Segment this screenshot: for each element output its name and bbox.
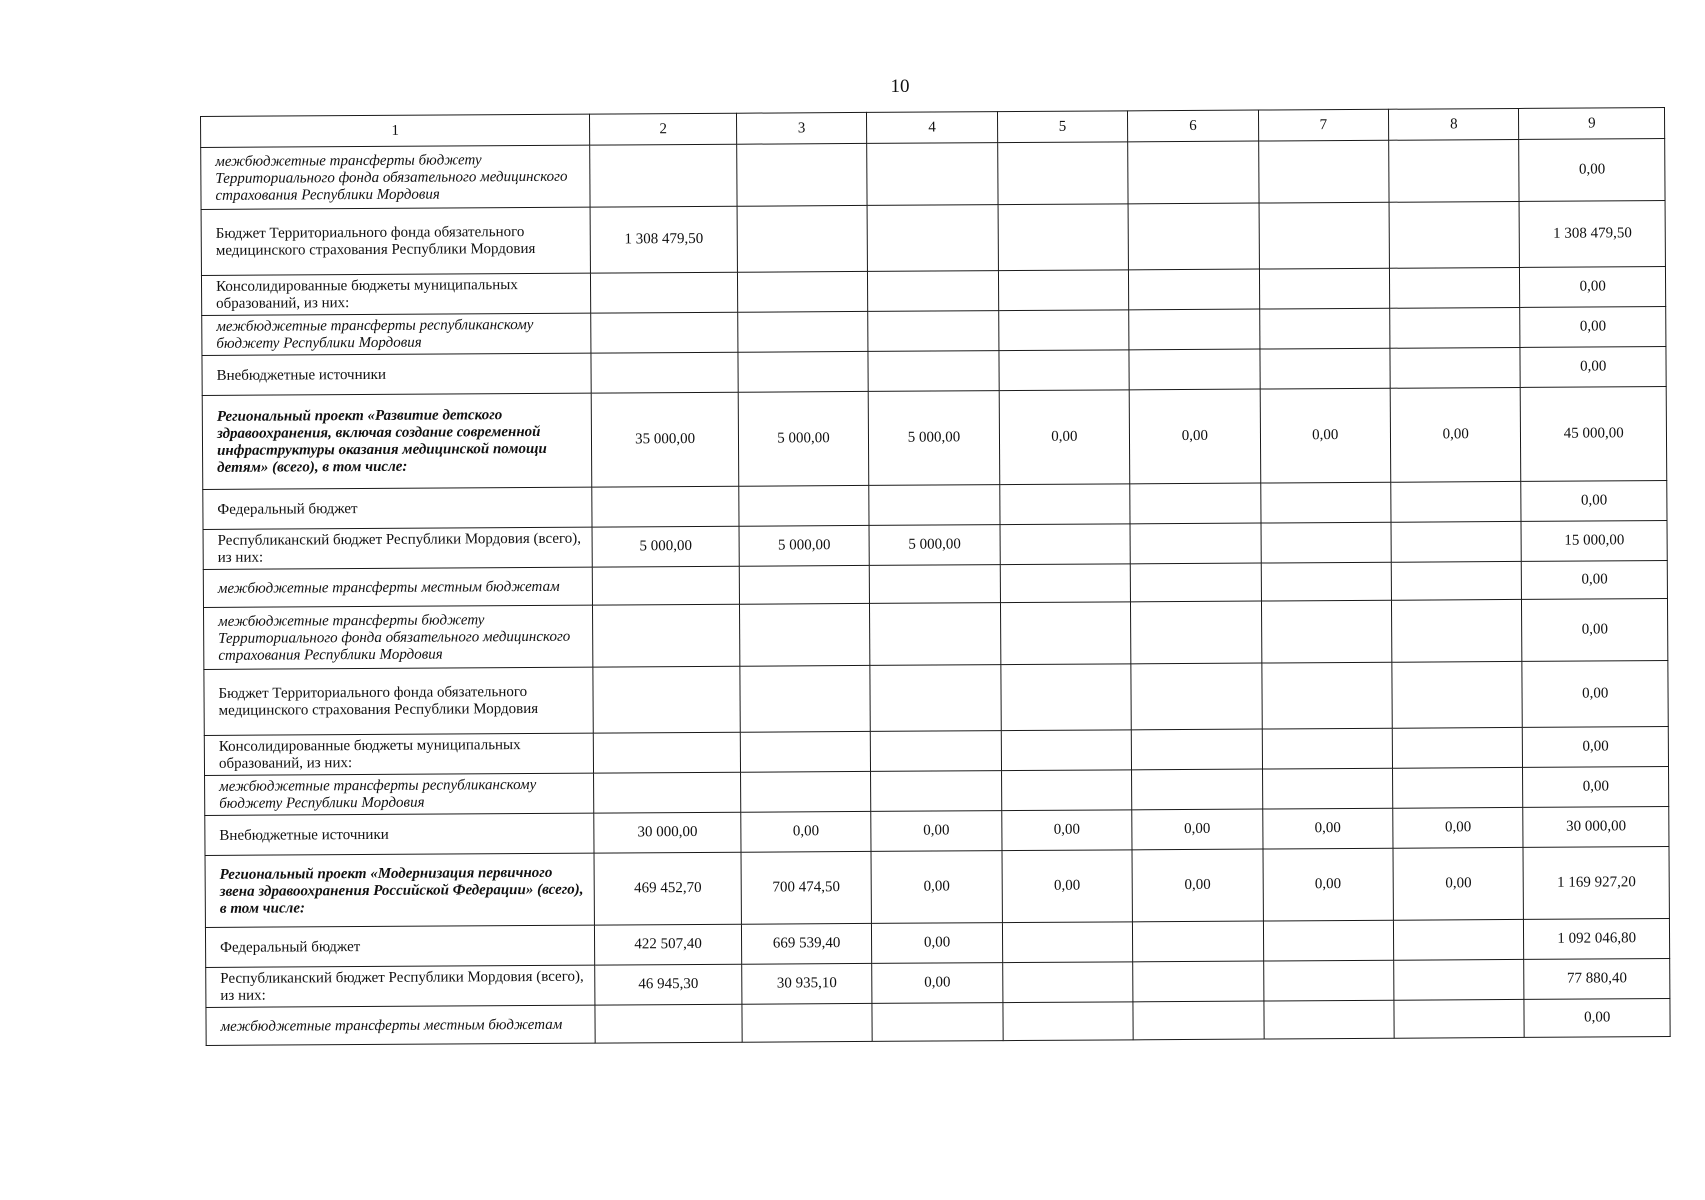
column-header: 8	[1388, 108, 1519, 140]
value-cell-col-7	[1262, 728, 1393, 769]
row-label: межбюджетные трансферты бюджету Территориального фонда обязательного медицинского страхования Республики Мордовия	[201, 145, 591, 209]
value-cell-col-5	[1000, 564, 1131, 603]
value-cell-col-7	[1261, 600, 1392, 663]
value-cell-col-4	[867, 143, 998, 206]
row-label: Внебюджетные источники	[205, 813, 595, 855]
value-cell-col-7: 0,00	[1262, 808, 1393, 849]
value-cell-col-6	[1130, 483, 1261, 524]
value-cell-col-3: 5 000,00	[739, 525, 870, 566]
value-cell-col-7	[1258, 140, 1389, 203]
value-cell-col-5	[999, 350, 1130, 391]
value-cell-col-2	[590, 144, 737, 207]
value-cell-col-7	[1262, 768, 1393, 809]
column-header: 3	[736, 112, 867, 144]
value-cell-col-9: 45 000,00	[1521, 387, 1667, 482]
value-cell-col-9: 0,00	[1522, 561, 1668, 600]
value-cell-col-4	[869, 485, 1000, 526]
table-row	[201, 201, 1665, 276]
column-header: 5	[997, 111, 1128, 143]
value-cell-col-5	[998, 270, 1129, 311]
value-cell-col-6: 0,00	[1132, 809, 1263, 850]
value-cell-col-6	[1130, 523, 1261, 564]
row-label: межбюджетные трансферты бюджету Территориального фонда обязательного медицинского страхования Республики Мордовия	[204, 605, 594, 669]
row-label: Консолидированные бюджеты муниципальных образований, из них:	[201, 273, 591, 315]
value-cell-col-3	[742, 1003, 873, 1042]
table-row	[204, 599, 1668, 670]
row-label: Консолидированные бюджеты муниципальных образований, из них:	[204, 733, 594, 775]
value-cell-col-2	[593, 566, 740, 605]
value-cell-col-3: 669 539,40	[741, 923, 872, 964]
value-cell-col-5	[1001, 664, 1132, 731]
column-header: 1	[201, 114, 591, 147]
value-cell-col-2	[591, 312, 738, 353]
value-cell-col-3	[740, 665, 871, 732]
value-cell-col-3	[739, 603, 870, 666]
value-cell-col-4: 0,00	[872, 923, 1003, 964]
table-row	[205, 847, 1669, 928]
value-cell-col-4	[870, 565, 1001, 604]
value-cell-col-4: 5 000,00	[869, 525, 1000, 566]
value-cell-col-5	[1003, 1002, 1134, 1041]
value-cell-col-4	[871, 731, 1002, 772]
value-cell-col-8	[1393, 767, 1524, 808]
value-cell-col-8	[1389, 139, 1520, 202]
value-cell-col-7	[1259, 308, 1390, 349]
value-cell-col-2	[592, 486, 739, 527]
value-cell-col-2	[591, 352, 738, 393]
value-cell-col-5	[998, 310, 1129, 351]
value-cell-col-3	[738, 311, 869, 352]
value-cell-col-7	[1261, 662, 1392, 729]
value-cell-col-5	[1000, 602, 1131, 665]
value-cell-col-7	[1264, 1000, 1395, 1039]
value-cell-col-9: 77 880,40	[1524, 959, 1670, 1000]
budget-table	[200, 107, 1671, 1046]
value-cell-col-3: 0,00	[741, 811, 872, 852]
value-cell-col-7	[1261, 522, 1392, 563]
value-cell-col-4	[868, 351, 999, 392]
value-cell-col-5	[998, 204, 1129, 271]
value-cell-col-6	[1131, 601, 1262, 664]
row-label: Региональный проект «Развитие детского здравоохранения, включая создание современной инфраструктуры оказания медицинской помощи детям» (всего), в том числе:	[202, 393, 592, 489]
value-cell-col-5: 0,00	[1002, 850, 1133, 923]
value-cell-col-6	[1133, 921, 1264, 962]
value-cell-col-8	[1391, 521, 1522, 562]
value-cell-col-9: 30 000,00	[1523, 807, 1669, 848]
value-cell-col-2: 422 507,40	[595, 924, 742, 965]
value-cell-col-6: 0,00	[1132, 849, 1263, 922]
value-cell-col-6	[1130, 563, 1261, 602]
value-cell-col-9: 0,00	[1523, 767, 1669, 808]
value-cell-col-4: 5 000,00	[868, 391, 999, 486]
value-cell-col-6	[1132, 769, 1263, 810]
value-cell-col-8	[1391, 599, 1522, 662]
value-cell-col-3	[739, 565, 870, 604]
value-cell-col-8	[1393, 919, 1524, 960]
value-cell-col-4: 0,00	[871, 851, 1002, 924]
value-cell-col-2	[593, 666, 740, 733]
value-cell-col-2	[591, 272, 738, 313]
value-cell-col-5	[1002, 922, 1133, 963]
column-header: 2	[590, 113, 737, 145]
value-cell-col-3: 700 474,50	[741, 851, 872, 924]
row-label: Федеральный бюджет	[205, 925, 595, 967]
value-cell-col-3	[740, 771, 871, 812]
value-cell-col-9: 0,00	[1520, 347, 1666, 388]
value-cell-col-3	[737, 143, 868, 206]
value-cell-col-2: 1 308 479,50	[590, 206, 737, 273]
value-cell-col-6	[1129, 269, 1260, 310]
value-cell-col-2	[594, 772, 741, 813]
value-cell-col-6	[1128, 203, 1259, 270]
value-cell-col-9: 1 308 479,50	[1519, 201, 1665, 268]
value-cell-col-7	[1260, 482, 1391, 523]
row-label: межбюджетные трансферты местным бюджетам	[206, 1005, 596, 1045]
value-cell-col-5: 0,00	[1001, 810, 1132, 851]
value-cell-col-9: 0,00	[1520, 267, 1666, 308]
value-cell-col-2: 30 000,00	[594, 812, 741, 853]
column-header: 6	[1128, 110, 1259, 142]
value-cell-col-7	[1263, 960, 1394, 1001]
row-label: Республиканский бюджет Республики Мордовия (всего), из них:	[206, 965, 596, 1007]
value-cell-col-6	[1131, 729, 1262, 770]
value-cell-col-6	[1133, 961, 1264, 1002]
value-cell-col-8: 0,00	[1393, 847, 1524, 920]
value-cell-col-8	[1394, 959, 1525, 1000]
value-cell-col-9: 0,00	[1524, 999, 1670, 1038]
value-cell-col-8: 0,00	[1393, 807, 1524, 848]
value-cell-col-6: 0,00	[1129, 389, 1260, 484]
value-cell-col-9: 1 092 046,80	[1524, 919, 1670, 960]
column-header: 4	[867, 112, 998, 144]
value-cell-col-9: 0,00	[1519, 139, 1665, 202]
value-cell-col-5	[1001, 770, 1132, 811]
row-label: Региональный проект «Модернизация первичного звена здравоохранения Российской Федерации» (всего), в том числе:	[205, 853, 595, 927]
value-cell-col-8	[1392, 661, 1523, 728]
value-cell-col-6	[1129, 309, 1260, 350]
value-cell-col-8	[1394, 999, 1525, 1038]
value-cell-col-8: 0,00	[1390, 387, 1521, 482]
value-cell-col-2	[595, 1004, 742, 1043]
value-cell-col-3: 5 000,00	[738, 391, 869, 486]
value-cell-col-3	[737, 271, 868, 312]
table-row	[202, 387, 1667, 490]
value-cell-col-5	[1002, 962, 1133, 1003]
page-number: 10	[890, 76, 910, 97]
value-cell-col-4: 0,00	[872, 963, 1003, 1004]
value-cell-col-3	[738, 351, 869, 392]
value-cell-col-4	[871, 771, 1002, 812]
value-cell-col-5	[1001, 730, 1132, 771]
value-cell-col-9: 0,00	[1522, 599, 1668, 662]
value-cell-col-2	[593, 604, 740, 667]
value-cell-col-2	[594, 732, 741, 773]
value-cell-col-4: 0,00	[871, 811, 1002, 852]
value-cell-col-7	[1259, 202, 1390, 269]
value-cell-col-7	[1259, 268, 1390, 309]
value-cell-col-5	[999, 484, 1130, 525]
value-cell-col-9: 0,00	[1523, 727, 1669, 768]
row-label: Бюджет Территориального фонда обязательного медицинского страхования Республики Мордовия	[204, 667, 594, 735]
row-label: Республиканский бюджет Республики Мордовия (всего), из них:	[203, 527, 593, 569]
value-cell-col-3	[739, 485, 870, 526]
value-cell-col-6	[1131, 663, 1262, 730]
row-label: Бюджет Территориального фонда обязательного медицинского страхования Республики Мордовия	[201, 207, 591, 275]
table-row	[201, 139, 1665, 210]
column-header: 9	[1519, 108, 1665, 140]
value-cell-col-4	[870, 603, 1001, 666]
value-cell-col-7	[1260, 348, 1391, 389]
table-row	[206, 999, 1670, 1046]
value-cell-col-4	[872, 1003, 1003, 1042]
row-label: межбюджетные трансферты местным бюджетам	[203, 567, 593, 607]
value-cell-col-9: 0,00	[1521, 481, 1667, 522]
value-cell-col-4	[870, 665, 1001, 732]
value-cell-col-8	[1390, 307, 1521, 348]
value-cell-col-2: 469 452,70	[594, 852, 741, 925]
value-cell-col-9: 0,00	[1522, 661, 1668, 728]
column-header: 7	[1258, 109, 1389, 141]
table-row	[204, 661, 1668, 736]
value-cell-col-3: 30 935,10	[742, 963, 873, 1004]
row-label: межбюджетные трансферты республиканскому бюджету Республики Мордовия	[205, 773, 595, 815]
value-cell-col-9: 1 169 927,20	[1523, 847, 1669, 920]
value-cell-col-6	[1128, 141, 1259, 204]
value-cell-col-7	[1263, 920, 1394, 961]
value-cell-col-9: 0,00	[1520, 307, 1666, 348]
value-cell-col-4	[868, 271, 999, 312]
value-cell-col-8	[1391, 481, 1522, 522]
value-cell-col-4	[867, 205, 998, 272]
value-cell-col-2: 5 000,00	[592, 526, 739, 567]
value-cell-col-7: 0,00	[1260, 388, 1391, 483]
table-body	[201, 139, 1670, 1046]
value-cell-col-7	[1261, 562, 1392, 601]
row-label: Внебюджетные источники	[202, 353, 592, 395]
value-cell-col-7: 0,00	[1263, 848, 1394, 921]
value-cell-col-2: 46 945,30	[595, 964, 742, 1005]
value-cell-col-9: 15 000,00	[1521, 521, 1667, 562]
value-cell-col-8	[1389, 267, 1520, 308]
value-cell-col-8	[1391, 561, 1522, 600]
value-cell-col-5	[997, 142, 1128, 205]
value-cell-col-8	[1392, 727, 1523, 768]
value-cell-col-6	[1129, 349, 1260, 390]
row-label: Федеральный бюджет	[203, 487, 593, 529]
value-cell-col-8	[1389, 201, 1520, 268]
value-cell-col-4	[868, 311, 999, 352]
value-cell-col-5: 0,00	[999, 390, 1130, 485]
value-cell-col-5	[1000, 524, 1131, 565]
value-cell-col-8	[1390, 347, 1521, 388]
row-label: межбюджетные трансферты республиканскому бюджету Республики Мордовия	[202, 313, 592, 355]
value-cell-col-3	[740, 731, 871, 772]
value-cell-col-3	[737, 205, 868, 272]
value-cell-col-2: 35 000,00	[592, 392, 739, 487]
value-cell-col-6	[1133, 1001, 1264, 1040]
